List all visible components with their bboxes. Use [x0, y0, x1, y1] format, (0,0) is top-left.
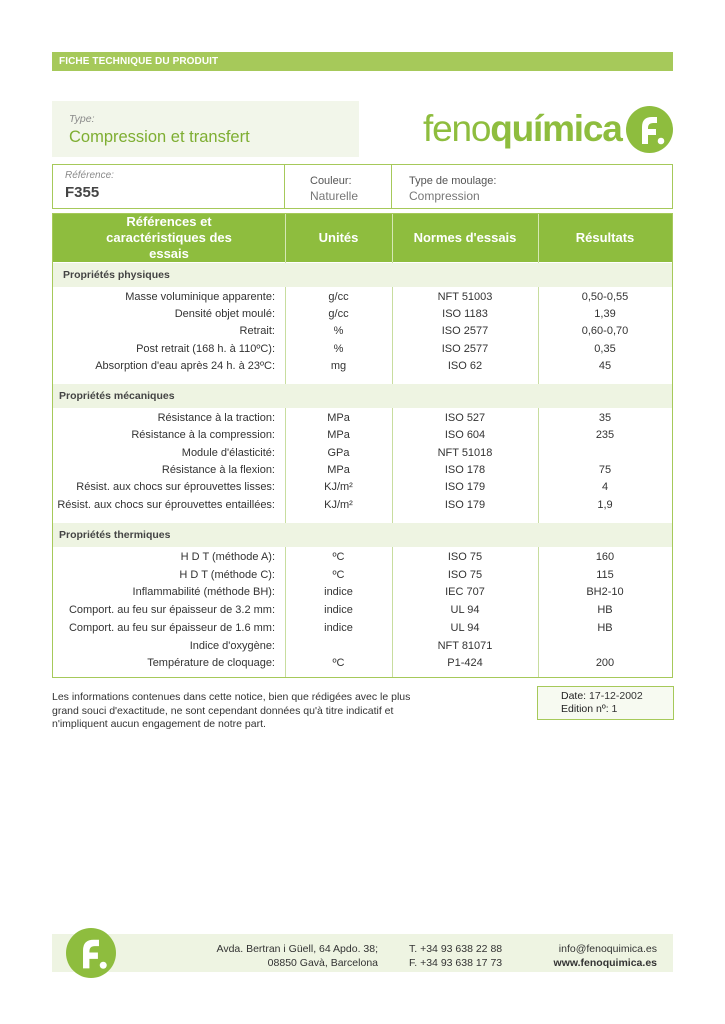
table-row [53, 655, 672, 672]
result-cell: HB [597, 621, 613, 634]
unit-cell: MPa [327, 429, 350, 442]
molding-value: Compression [409, 189, 480, 203]
result-cell: 1,9 [597, 498, 613, 511]
unit-cell: mg [330, 359, 347, 372]
unit-cell: ºC [332, 568, 345, 581]
type-label: Type: [69, 113, 95, 125]
table-row [53, 549, 672, 566]
table-row [53, 584, 672, 601]
norm-cell: NFT 51018 [437, 446, 493, 459]
result-cell: 160 [595, 551, 615, 563]
property-name: Module d'élasticité: [181, 446, 275, 459]
norm-cell: ISO 604 [444, 429, 486, 442]
section-title: Propriétés thermiques [59, 529, 171, 541]
footer-contact [554, 942, 657, 970]
edition-value: 1 [611, 703, 618, 715]
property-name: Indice d'oxygène: [189, 639, 275, 652]
header-units: Unités [318, 230, 359, 245]
properties-table [52, 213, 673, 678]
table-row [53, 323, 672, 340]
unit-cell: % [333, 325, 344, 338]
email-link[interactable]: info@fenoquimica.es [558, 943, 657, 955]
date-label: Date: [561, 690, 587, 702]
unit-cell: KJ/m² [324, 481, 353, 494]
reference-cell [53, 165, 285, 208]
norm-cell: ISO 179 [444, 498, 486, 511]
phone-number: T. +34 93 638 22 88 [409, 943, 503, 955]
table-row [53, 427, 672, 444]
result-cell: 0,50-0,55 [581, 291, 629, 303]
table-row [53, 602, 672, 619]
property-name: Inflammabilité (méthode BH): [132, 586, 275, 599]
unit-cell: MPa [327, 463, 350, 476]
footer-f-icon [66, 928, 116, 978]
note-line: n'impliquent aucun engagement de notre part. [52, 718, 266, 730]
brand-f-icon [626, 106, 673, 153]
table-row [53, 620, 672, 637]
unit-cell: GPa [327, 446, 350, 459]
note-line: grand souci d'exactitude, ne sont cependant données qu'à titre indicatif et [52, 704, 394, 717]
edition-box [537, 686, 674, 720]
property-name: H D T (méthode A): [180, 551, 275, 563]
reference-label: Référence: [65, 170, 114, 181]
footer-phones [409, 942, 502, 970]
header-norms: Normes d'essais [413, 230, 517, 245]
property-name: Température de cloquage: [147, 657, 275, 670]
table-row [53, 479, 672, 496]
unit-cell: MPa [327, 412, 350, 424]
property-name: Masse voluminique apparente: [125, 291, 275, 303]
property-name: Résistance à la traction: [157, 412, 275, 424]
reference-value: F355 [65, 184, 100, 201]
header-references: Références et caractéristiques des essais [106, 214, 232, 261]
unit-cell: g/cc [328, 291, 349, 303]
table-row [53, 410, 672, 427]
property-name: Retrait: [239, 325, 275, 338]
table-row [53, 497, 672, 514]
result-cell: 0,35 [594, 342, 616, 355]
result-cell: BH2-10 [586, 586, 624, 599]
result-cell: HB [597, 604, 613, 617]
section-title: Propriétés mécaniques [59, 390, 175, 402]
result-cell: 4 [601, 481, 609, 494]
color-label: Couleur: [310, 175, 352, 187]
website-link[interactable]: www.fenoquimica.es [553, 957, 657, 969]
property-name: Absorption d'eau après 24 h. à 23ºC: [95, 359, 275, 372]
molding-label: Type de moulage: [409, 175, 497, 187]
property-name: Post retrait (168 h. à 110ºC): [136, 342, 275, 355]
header-results: Résultats [575, 230, 635, 245]
color-value: Naturelle [310, 189, 359, 203]
norm-cell: ISO 75 [447, 551, 483, 563]
type-value: Compression et transfert [69, 128, 250, 146]
edition-label: Edition nº: [561, 703, 609, 715]
table-row [53, 462, 672, 479]
date-value: 17-12-2002 [589, 690, 643, 702]
property-name: Densité objet moulé: [174, 308, 275, 321]
reference-row [52, 164, 673, 209]
result-cell: 1,39 [594, 308, 616, 321]
unit-cell: indice [324, 621, 353, 634]
property-name: Résistance à la compression: [131, 429, 275, 442]
property-name: Comport. au feu sur épaisseur de 3.2 mm: [68, 604, 275, 617]
unit-cell: indice [324, 604, 353, 617]
section-header [53, 263, 672, 287]
norm-cell: ISO 527 [444, 412, 486, 424]
property-name: Résist. aux chocs sur éprouvettes lisses: [76, 481, 275, 494]
address-line: 08850 Gavà, Barcelona [267, 957, 378, 969]
table-row [53, 638, 672, 655]
table-header [53, 214, 672, 262]
table-row [53, 306, 672, 323]
result-cell: 35 [598, 412, 612, 424]
unit-cell: indice [324, 586, 353, 599]
footer [52, 934, 673, 972]
section-header [53, 523, 672, 547]
property-name: Comport. au feu sur épaisseur de 1.6 mm: [68, 621, 275, 634]
disclaimer-note [52, 691, 432, 732]
color-cell [285, 165, 392, 208]
section-title: Propriétés physiques [63, 269, 170, 281]
result-cell: 0,60-0,70 [581, 325, 629, 338]
result-cell: 200 [595, 657, 615, 670]
property-name: H D T (méthode C): [179, 568, 275, 581]
table-row [53, 567, 672, 584]
table-row [53, 341, 672, 358]
norm-cell: UL 94 [450, 621, 480, 634]
header-bar [52, 52, 673, 71]
result-cell: 115 [596, 568, 614, 581]
table-row [53, 445, 672, 462]
norm-cell: P1-424 [447, 657, 483, 670]
norm-cell: ISO 2577 [441, 342, 489, 355]
unit-cell: KJ/m² [324, 498, 353, 511]
result-cell: 75 [598, 463, 612, 476]
norm-cell: NFT 51003 [437, 291, 493, 303]
molding-cell [392, 165, 672, 208]
result-cell: 45 [598, 359, 612, 372]
norm-cell: NFT 81071 [437, 639, 493, 652]
unit-cell: ºC [332, 657, 345, 670]
note-line: Les informations contenues dans cette notice, bien que rédigées avec le plus [52, 691, 411, 703]
norm-cell: ISO 1183 [442, 308, 488, 321]
unit-cell: g/cc [328, 308, 349, 321]
footer-address [217, 942, 379, 970]
norm-cell: UL 94 [450, 604, 480, 617]
norm-cell: ISO 179 [444, 481, 486, 494]
brand-name: fenoquímica [423, 108, 622, 149]
property-name: Résistance à la flexion: [161, 463, 275, 476]
norm-cell: IEC 707 [445, 586, 485, 599]
header-title: FICHE TECHNIQUE DU PRODUIT [59, 56, 219, 67]
property-name: Résist. aux chocs sur éprouvettes entaillées: [57, 498, 275, 511]
norm-cell: ISO 178 [444, 463, 486, 476]
unit-cell: % [333, 342, 344, 355]
unit-cell: ºC [332, 551, 345, 563]
brand-logo [423, 103, 675, 155]
address-line: Avda. Bertran i Güell, 64 Apdo. 38; [216, 943, 378, 955]
result-cell: 235 [595, 429, 615, 442]
norm-cell: ISO 62 [447, 359, 483, 372]
norm-cell: ISO 2577 [441, 325, 489, 338]
fax-number: F. +34 93 638 17 73 [409, 957, 503, 969]
table-row [53, 289, 672, 306]
table-row [53, 358, 672, 375]
type-box [52, 101, 359, 157]
section-header [53, 384, 672, 408]
norm-cell: ISO 75 [447, 568, 483, 581]
